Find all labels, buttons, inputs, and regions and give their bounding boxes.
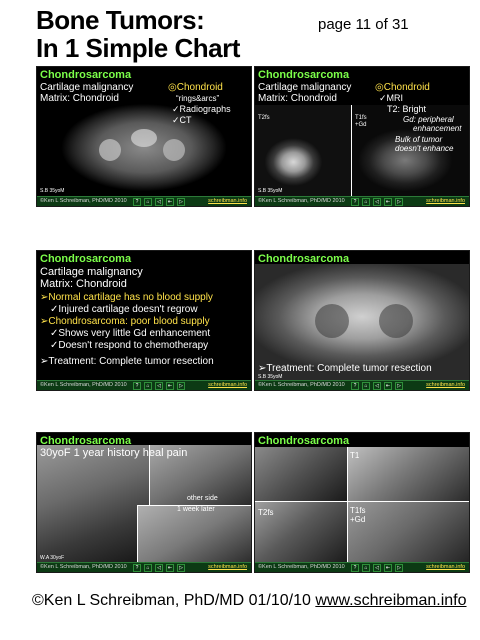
slide-right-line: ✓CT xyxy=(172,115,192,125)
nav-next-icon[interactable]: ▷ xyxy=(395,198,403,206)
gd-label: +Gd xyxy=(350,515,366,524)
patient-id: W.A 30yoF xyxy=(40,555,65,561)
mri-t1-image xyxy=(347,447,470,501)
patient-id: S.B 35yoM xyxy=(258,188,283,194)
slide-footer xyxy=(255,562,469,572)
slide-title: Chondrosarcoma xyxy=(258,69,350,81)
nav-prev-icon[interactable]: ◁ xyxy=(373,198,381,206)
slide-title: Chondrosarcoma xyxy=(40,253,132,265)
bullet-item: ✓Injured cartilage doesn't regrow xyxy=(50,304,198,315)
slide-footer xyxy=(255,196,469,206)
bullet-item: ✓Doesn't respond to chemotherapy xyxy=(50,340,209,351)
nav-help-icon[interactable]: ? xyxy=(133,198,141,206)
slide-4[interactable] xyxy=(254,250,470,391)
t2fs-label: T2fs xyxy=(258,508,274,517)
website-link[interactable]: www.schreibman.info xyxy=(315,592,467,609)
slide-line: Cartilage malignancy xyxy=(258,82,352,93)
slide-line: Cartilage malignancy xyxy=(40,266,143,278)
slide-right-line: ◎Chondroid xyxy=(168,82,223,93)
slide-2[interactable] xyxy=(254,66,470,207)
slide-title: Chondrosarcoma xyxy=(40,69,132,81)
nav-prev-icon[interactable]: ◁ xyxy=(155,564,163,572)
nav-prev-icon[interactable]: ◁ xyxy=(155,198,163,206)
footer-link[interactable]: schreibman.info xyxy=(208,564,247,570)
ankle-lateral-radiograph xyxy=(37,445,149,563)
footer-copyright: ©Ken L Schreibman, PhD/MD 2010 xyxy=(40,382,127,388)
nav-help-icon[interactable]: ? xyxy=(351,198,359,206)
ankle-week-later-radiograph xyxy=(137,505,252,565)
header-title xyxy=(36,6,240,62)
slide-line: Matrix: Chondroid xyxy=(40,278,127,290)
slide-right-line: ✓MRI xyxy=(379,93,404,103)
bullet-item: ➢Treatment: Complete tumor resection xyxy=(40,356,214,367)
slide-title: Chondrosarcoma xyxy=(258,253,350,265)
t2fs-label: T2fs xyxy=(258,115,270,121)
slide-5[interactable] xyxy=(36,432,252,573)
nav-next-icon[interactable]: ▷ xyxy=(395,564,403,572)
slide-right-line: ◎Chondroid xyxy=(375,82,430,93)
bulk-note: Bulk of tumor doesn't enhance xyxy=(395,135,454,153)
bullet-item: ➢Normal cartilage has no blood supply xyxy=(40,292,213,303)
bullet-item: ✓Shows very little Gd enhancement xyxy=(50,328,211,339)
footer-link[interactable]: schreibman.info xyxy=(426,198,465,204)
slide-footer xyxy=(255,380,469,390)
footer-link[interactable]: schreibman.info xyxy=(208,382,247,388)
treatment-text: ➢Treatment: Complete tumor resection xyxy=(258,363,432,374)
t1fs-label: T1fs xyxy=(355,115,367,121)
bottom-credit-text: ©Ken L Schreibman, PhD/MD 01/10/10 xyxy=(32,592,316,609)
nav-prev-icon[interactable]: ◁ xyxy=(373,382,381,390)
t1-label: T1 xyxy=(350,451,360,460)
footer-copyright: ©Ken L Schreibman, PhD/MD 2010 xyxy=(258,198,345,204)
slide-1[interactable] xyxy=(36,66,252,207)
slide-title: Chondrosarcoma xyxy=(40,435,132,447)
case-subtitle: 30yoF 1 year history heal pain xyxy=(40,447,188,459)
t1fs-label: T1fs xyxy=(350,506,366,515)
slide-footer xyxy=(37,562,251,572)
bullet-list xyxy=(40,292,214,368)
patient-id: S.B 35yoM xyxy=(258,374,283,380)
nav-home-icon[interactable]: ⌂ xyxy=(144,198,152,206)
slide-6[interactable] xyxy=(254,432,470,573)
nav-next-icon[interactable]: ▷ xyxy=(395,382,403,390)
nav-home-icon[interactable]: ⌂ xyxy=(144,382,152,390)
nav-help-icon[interactable]: ? xyxy=(133,382,141,390)
nav-prev-icon[interactable]: ◁ xyxy=(155,382,163,390)
header-title-line2: In 1 Simple Chart xyxy=(36,33,240,63)
slide-right-line: ✓Radiographs xyxy=(172,104,231,114)
footer-link[interactable]: schreibman.info xyxy=(426,382,465,388)
slide-right-line: T2: Bright xyxy=(387,104,427,114)
nav-first-icon[interactable]: ⇤ xyxy=(167,383,173,389)
slide-line: Matrix: Chondroid xyxy=(40,93,119,104)
slide-line: Cartilage malignancy xyxy=(40,82,134,93)
slide-3[interactable] xyxy=(36,250,252,391)
nav-prev-icon[interactable]: ◁ xyxy=(373,564,381,572)
gd-note: Gd: peripheral enhancement xyxy=(403,115,462,133)
footer-copyright: ©Ken L Schreibman, PhD/MD 2010 xyxy=(258,564,345,570)
patient-id: S.B 35yoM xyxy=(40,188,65,194)
bottom-credit xyxy=(32,592,467,610)
nav-first-icon[interactable]: ⇤ xyxy=(385,199,391,205)
slide-footer xyxy=(37,380,251,390)
nav-help-icon[interactable]: ? xyxy=(351,382,359,390)
footer-copyright: ©Ken L Schreibman, PhD/MD 2010 xyxy=(40,564,127,570)
slide-line: Matrix: Chondroid xyxy=(258,93,337,104)
footer-link[interactable]: schreibman.info xyxy=(208,198,247,204)
nav-home-icon[interactable]: ⌂ xyxy=(362,382,370,390)
nav-first-icon[interactable]: ⇤ xyxy=(385,565,391,571)
footer-copyright: ©Ken L Schreibman, PhD/MD 2010 xyxy=(40,198,127,204)
other-side-label: other side xyxy=(187,495,218,502)
footer-copyright: ©Ken L Schreibman, PhD/MD 2010 xyxy=(258,382,345,388)
footer-link[interactable]: schreibman.info xyxy=(426,564,465,570)
slide-title: Chondrosarcoma xyxy=(258,435,350,447)
nav-first-icon[interactable]: ⇤ xyxy=(167,199,173,205)
nav-first-icon[interactable]: ⇤ xyxy=(167,565,173,571)
nav-next-icon[interactable]: ▷ xyxy=(177,198,185,206)
nav-home-icon[interactable]: ⌂ xyxy=(362,564,370,572)
slide-footer xyxy=(37,196,251,206)
nav-home-icon[interactable]: ⌂ xyxy=(362,198,370,206)
nav-next-icon[interactable]: ▷ xyxy=(177,564,185,572)
nav-first-icon[interactable]: ⇤ xyxy=(385,383,391,389)
page-number: page 11 of 31 xyxy=(318,16,409,33)
mri-t1-image-left xyxy=(255,447,347,501)
nav-home-icon[interactable]: ⌂ xyxy=(144,564,152,572)
slide-right-line: “rings&arcs” xyxy=(176,94,220,103)
week-later-label: 1 week later xyxy=(177,506,215,513)
bullet-item: ➢Chondrosarcoma: poor blood supply xyxy=(40,316,210,327)
header-title-line1: Bone Tumors: xyxy=(36,5,205,35)
nav-next-icon[interactable]: ▷ xyxy=(177,382,185,390)
gd-label: +Gd xyxy=(355,122,367,128)
nav-help-icon[interactable]: ? xyxy=(351,564,359,572)
nav-help-icon[interactable]: ? xyxy=(133,564,141,572)
